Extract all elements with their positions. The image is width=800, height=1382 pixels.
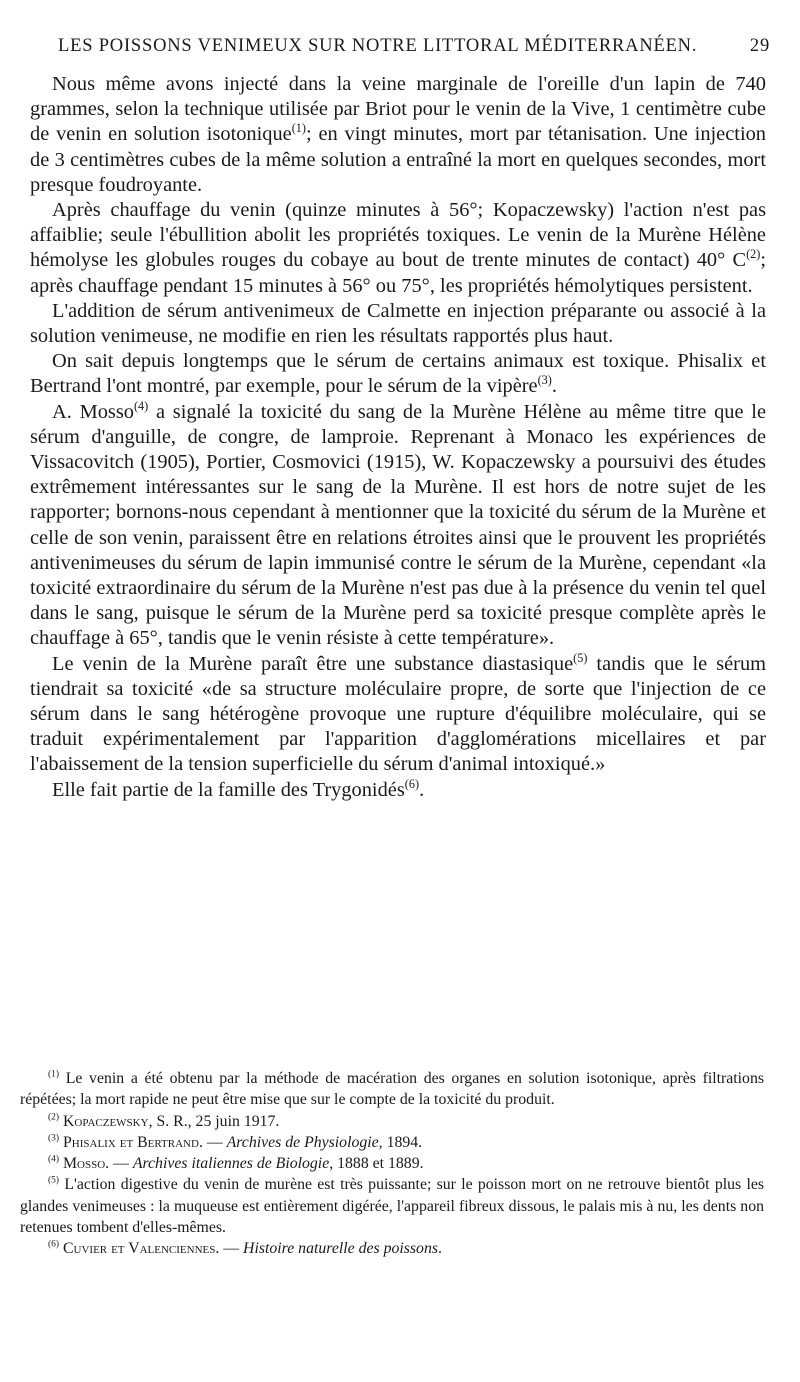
paragraph-text: .: [419, 778, 425, 801]
paragraph: [30, 400, 766, 652]
footnote-ref: (2): [746, 247, 761, 262]
footnote-year: , 1888 et 1889.: [329, 1155, 424, 1173]
running-title: LES POISSONS VENIMEUX SUR NOTRE LITTORAL MÉDITERRANÉEN.: [58, 36, 698, 56]
footnote-ref: (5): [573, 650, 588, 665]
paragraph-text: L'addition de sérum antivenimeux de Calmette en injection préparante ou associé à la solution venimeuse, ne modifie en rien les résultats rapportés plus haut.: [30, 299, 766, 348]
footnote-text: . —: [215, 1240, 244, 1258]
paragraph-text: On sait depuis longtemps que le sérum de certains animaux est toxique. Phisalix et Bertrand l'ont montré, par exemple, pour le sérum de la vipère: [30, 350, 766, 398]
footnote-ref: (1): [291, 121, 306, 136]
footnote-work: Archives italiennes de Biologie: [132, 1155, 330, 1173]
paragraph-text: Elle fait partie de la famille des Trygonidés: [52, 778, 405, 801]
paragraph-text: Nous même avons injecté dans la veine marginale de l'oreille d'un lapin de 740 grammes, selon la technique utilisée par Briot pour le venin de la Vive, 1 centimètre cube de venin en solution isotonique: [30, 73, 766, 146]
footnote-ref: (6): [404, 776, 420, 791]
footnote: [20, 1111, 764, 1132]
footnote-marker: (6): [48, 1240, 60, 1251]
paragraph: [30, 299, 766, 349]
paragraph-text: ; après chauffage pendant 15 minutes à 56° ou 75°, les propriétés hémolytiques persistent.: [30, 249, 766, 297]
paragraph-text: .: [551, 375, 557, 398]
footnote-marker: (5): [48, 1176, 60, 1187]
footnote-marker: (3): [48, 1133, 60, 1144]
footnote: [20, 1153, 764, 1174]
paragraph: [30, 778, 766, 803]
paragraph-text: a signalé la toxicité du sang de la Murène Hélène au même titre que le sérum d'anguille, de congre, de lamproie. Reprenant à Monaco les expériences de Vissacovitch (1905), Portier, Cosmovici (1915), W. Kopaczewsky a poursuivi des études extrêmement intéressantes sur le sang de la Murène. Il est hors de notre sujet de les rapporter; bornons-nous cependant à mentionner que la toxicité du sérum de la Murène et celle de son venin, paraissent être en relations étroites ainsi que le prouvent les propriétés antivenimeuses du sérum de lapin immunisé contre le sérum de la Murène, cependant «la toxicité extraordinaire du sérum de la Murène n'est pas due à la présence du venin tel quel dans le sang, puisque le sérum de la Murène perd sa toxicité presque complète après le chauffage à 65°, tandis que le venin résiste à cette température».: [30, 400, 767, 650]
footnote: [20, 1068, 764, 1111]
footnote: [20, 1238, 764, 1259]
paragraph-text: tandis que le sérum tiendrait sa toxicité «de sa structure moléculaire propre, de sorte que l'injection de ce sérum dans le sang hétérogène provoque une rupture d'équilibre moléculaire, qui se traduit expérimentalement par l'apparition d'agglomérations micellaires et par l'abaissement de la tension superficielle du sérum d'animal intoxiqué.»: [30, 652, 766, 776]
footnote-author: Cuvier et Valenciennes: [63, 1240, 216, 1258]
footnote-text: , S. R., 25 juin 1917.: [148, 1112, 280, 1130]
footnote: [20, 1132, 764, 1153]
footnote-author: Mosso: [63, 1155, 106, 1173]
footnote-text: . —: [105, 1155, 133, 1173]
footnote-year: , 1894.: [378, 1133, 423, 1151]
footnotes: [20, 1068, 764, 1260]
footnote-text: Le venin a été obtenu par la méthode de macération des organes en solution isotonique, après filtrations répétées; la mort rapide ne peut être mise que sur le compte de la toxicité du produit.: [20, 1070, 764, 1109]
footnote-work: Histoire naturelle des poissons: [243, 1240, 439, 1258]
footnote-marker: (2): [48, 1112, 60, 1123]
paragraph: [30, 198, 766, 299]
paragraph-text: Le venin de la Murène paraît être une substance diastasique: [52, 652, 574, 675]
paragraph: [30, 652, 766, 778]
paragraph: [30, 72, 766, 198]
footnote-author: Phisalix et Bertrand: [63, 1133, 199, 1151]
footnote-text: . —: [198, 1133, 227, 1151]
paragraph: [30, 349, 766, 399]
footnote-year: .: [438, 1240, 442, 1258]
footnote-marker: (4): [48, 1154, 60, 1165]
footnote-ref: (3): [537, 373, 552, 388]
paragraph-text: ; en vingt minutes, mort par tétanisation. Une injection de 3 centimètres cubes de la même solution a entraîné la mort en quelques secondes, mort presque foudroyante.: [30, 123, 766, 196]
footnote-text: L'action digestive du venin de murène est très puissante; sur le poisson mort on ne retrouve bientôt plus les glandes venimeuses : la muqueuse est entièrement digérée, l'appareil fibreux dissous, le palais mis à nu, les dents non retenues tombent d'elles-mêmes.: [20, 1176, 764, 1237]
page-number: 29: [749, 36, 770, 56]
footnote-author: Kopaczewsky: [63, 1112, 149, 1130]
main-text: [30, 72, 766, 803]
footnote-marker: (1): [48, 1069, 60, 1080]
paragraph-text: A. Mosso: [52, 400, 134, 423]
footnote: [20, 1174, 764, 1238]
paragraph-text: Après chauffage du venin (quinze minutes à 56°; Kopaczewsky) l'action n'est pas affaiblie; seule l'ébullition abolit les propriétés toxiques. Le venin de la Murène Hélène hémolyse les globules rouges du cobaye au bout de trente minutes de contact) 40° C: [30, 199, 766, 272]
footnote-work: Archives de Physiologie: [226, 1133, 379, 1151]
footnote-ref: (4): [133, 398, 149, 413]
